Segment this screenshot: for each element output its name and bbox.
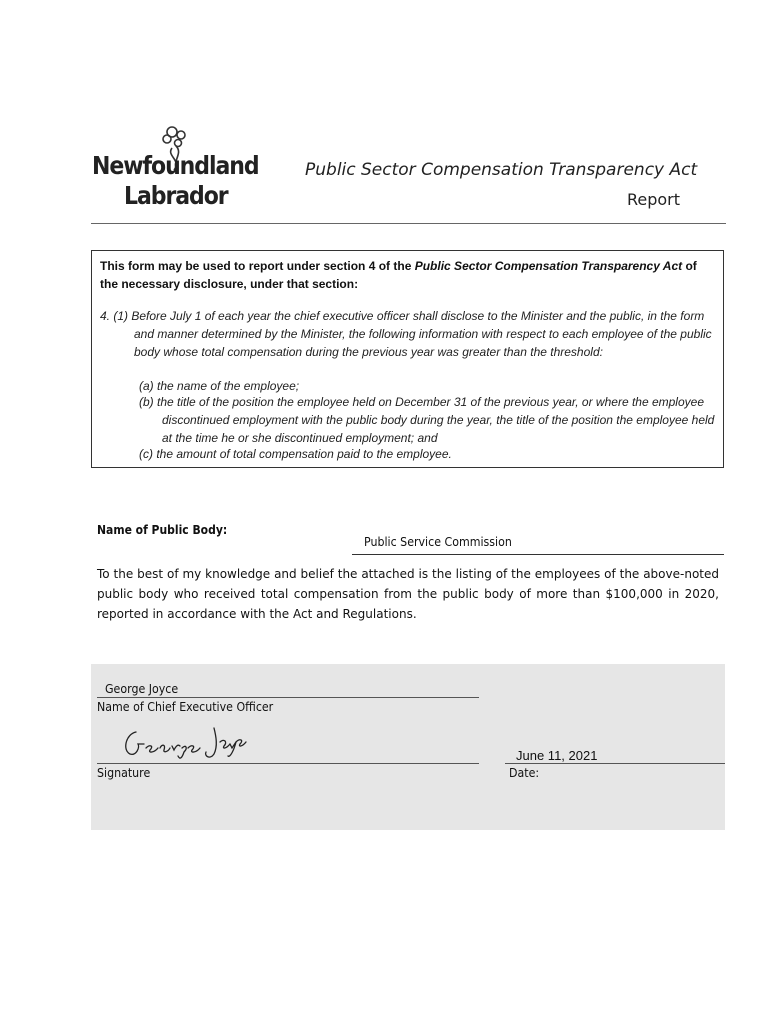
item-b: (b) the title of the position the employee held on December 31 of the previous year, or where the employee discontinued employment with the public body during the year, the title of the position the employee held at the time he or she discontinued employment; and: [139, 395, 715, 445]
item-a: (a) the name of the employee;: [139, 379, 300, 393]
intro-start: This form may be used to report under section 4 of the: [100, 259, 415, 273]
report-subtitle: Report: [626, 190, 680, 209]
intro-end: of the necessary disclosure, under that section:: [100, 259, 697, 291]
logo-wordmark-newfoundland: Newfoundland: [92, 151, 259, 180]
section-4-text: 4. (1) Before July 1 of each year the chief executive officer shall disclose to the Minister and the public, in the form and manner determined by the Minister, the following information with respect to each employee of the public body whose total compensation during the previous year was greater than the threshold:: [100, 309, 712, 359]
item-c: (c) the amount of total compensation paid to the employee.: [139, 447, 452, 461]
box-intro: [100, 257, 718, 293]
ceo-name-label: Name of Chief Executive Officer: [97, 700, 274, 714]
public-body-underline: [352, 554, 724, 555]
date-label: Date:: [509, 766, 540, 780]
public-body-label: Name of Public Body:: [97, 523, 228, 537]
public-body-value[interactable]: Public Service Commission: [364, 535, 512, 549]
signature-underline: [97, 763, 479, 764]
ceo-name-underline: [97, 697, 479, 698]
intro-act-name: Public Sector Compensation Transparency Act: [414, 259, 683, 273]
handwritten-signature[interactable]: [118, 722, 248, 762]
signature-label: Signature: [97, 766, 151, 780]
logo-wordmark-labrador: Labrador: [124, 181, 228, 210]
act-title: Public Sector Compensation Transparency Act: [305, 160, 698, 180]
date-value[interactable]: June 11, 2021: [516, 748, 598, 763]
header-divider: [91, 223, 726, 224]
ceo-name-value[interactable]: George Joyce: [105, 682, 179, 696]
date-underline: [505, 763, 725, 764]
attestation-paragraph: To the best of my knowledge and belief the attached is the listing of the employees of the above-noted public body who received total compensation from the public body of more than $100,000 in 2020, reported in accordance with the Act and Regulations.: [97, 567, 719, 621]
